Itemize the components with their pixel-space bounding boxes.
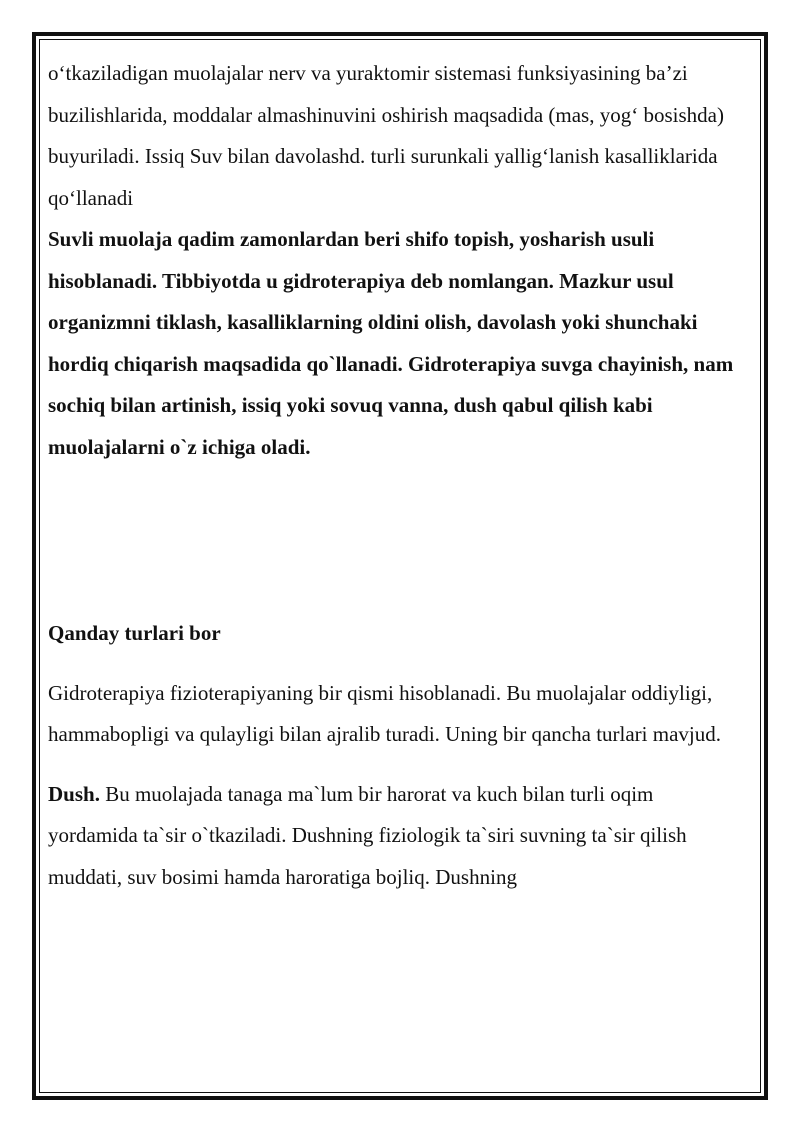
shower-term: Dush. (48, 781, 100, 806)
hydrotherapy-paragraph: Suvli muolaja qadim zamonlardan beri shifo topish, yosharish usuli hisoblanadi. Tibbiyotda u gidroterapiya deb nomlangan. Mazkur usul organizmni tiklash, kasalliklarning oldini olish, davolash yoki shunchaki hordiq chiqarish maqsadida qo`llanadi. Gidroterapiya suvga chayinish, nam sochiq bilan artinish, issiq yoki sovuq vanna, dush qabul qilish kabi muolajalarni o`z ichiga oladi. (48, 227, 734, 459)
shower-text: Bu muolajada tanaga ma`lum bir harorat va kuch bilan turli oqim yordamida ta`sir o`tkaziladi. Dushning fiziologik ta`siri suvning ta`sir qilish muddati, suv bosimi hamda haroratiga bojliq. Dushning (48, 781, 687, 889)
types-paragraph: Gidroterapiya fizioterapiyaning bir qismi hisoblanadi. Bu muolajalar oddiyligi, hammabopligi va qulayligi bilan ajralib turadi. Uning bir qancha turlari mavjud. (48, 680, 721, 746)
section-heading: Qanday turlari bor (48, 621, 221, 645)
document-body (48, 53, 738, 898)
shower-paragraph (48, 774, 738, 899)
intro-paragraph: o‘tkaziladigan muolajalar nerv va yuraktomir sistemasi funksiyasining ba’zi buzilishlarida, moddalar almashinuvini oshirish maqsadida (mas, yog‘ bosishda) buyuriladi. Issiq Suv bilan davolashd. turli surunkali yallig‘lanish kasalliklarida qo‘llanadi (48, 61, 724, 210)
